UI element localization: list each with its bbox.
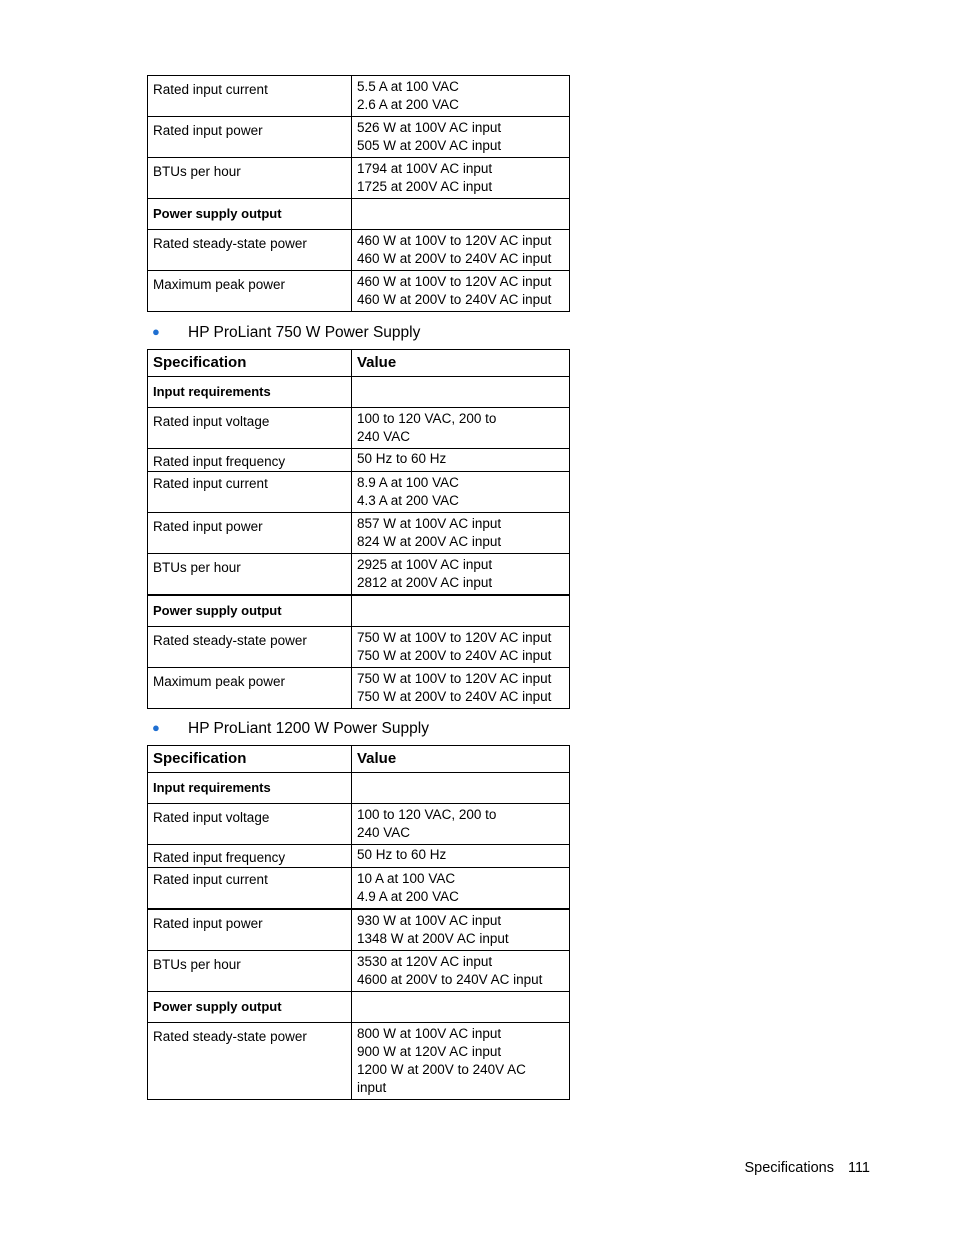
bullet-text: HP ProLiant 1200 W Power Supply (188, 720, 429, 737)
row-value: 50 Hz to 60 Hz (352, 845, 570, 868)
table-row (148, 909, 570, 951)
section-label: Input requirements (148, 377, 352, 408)
page-number: 111 (847, 1160, 870, 1176)
table-header-row (148, 746, 570, 773)
section-row (148, 595, 570, 627)
section-label: Power supply output (148, 992, 352, 1023)
row-label: Rated input frequency (148, 845, 352, 868)
table-row (148, 951, 570, 992)
spec-table-continued (147, 75, 570, 312)
header-specification: Specification (148, 746, 352, 773)
bullet-750w (152, 322, 420, 343)
row-label: BTUs per hour (148, 951, 352, 992)
row-value: 460 W at 100V to 120V AC input 460 W at 200V to 240V AC input (352, 271, 570, 312)
table-row (148, 76, 570, 117)
section-row (148, 992, 570, 1023)
row-value: 2925 at 100V AC input 2812 at 200V AC input (352, 554, 570, 596)
row-value: 750 W at 100V to 120V AC input 750 W at 200V to 240V AC input (352, 627, 570, 668)
footer-section-name: Specifications (744, 1160, 834, 1176)
row-value: 460 W at 100V to 120V AC input 460 W at 200V to 240V AC input (352, 230, 570, 271)
table-row (148, 627, 570, 668)
table-row (148, 230, 570, 271)
row-value: 100 to 120 VAC, 200 to 240 VAC (352, 408, 570, 449)
table-row (148, 408, 570, 449)
row-value: 8.9 A at 100 VAC 4.3 A at 200 VAC (352, 472, 570, 513)
bullet-text: HP ProLiant 750 W Power Supply (188, 324, 421, 341)
row-label: Rated input current (148, 868, 352, 910)
row-value: 857 W at 100V AC input 824 W at 200V AC input (352, 513, 570, 554)
spec-table-1200w (147, 745, 570, 1100)
section-label: Power supply output (148, 595, 352, 627)
header-value: Value (352, 746, 570, 773)
row-label: Rated input voltage (148, 408, 352, 449)
row-label: Rated input power (148, 117, 352, 158)
table-row (148, 158, 570, 199)
section-row (148, 377, 570, 408)
row-value: 100 to 120 VAC, 200 to 240 VAC (352, 804, 570, 845)
row-value: 5.5 A at 100 VAC 2.6 A at 200 VAC (352, 76, 570, 117)
bullet-1200w (152, 718, 429, 739)
spec-table-750w (147, 349, 570, 709)
row-label: Rated input power (148, 909, 352, 951)
row-value: 1794 at 100V AC input 1725 at 200V AC input (352, 158, 570, 199)
table-row (148, 271, 570, 312)
section-label: Power supply output (148, 199, 352, 230)
bullet-dot-icon: ● (152, 720, 160, 735)
row-value: 930 W at 100V AC input 1348 W at 200V AC input (352, 909, 570, 951)
row-label: Rated steady-state power (148, 230, 352, 271)
table-row (148, 117, 570, 158)
table-row (148, 449, 570, 472)
row-value: 750 W at 100V to 120V AC input 750 W at 200V to 240V AC input (352, 668, 570, 709)
section-row (148, 199, 570, 230)
table-row (148, 845, 570, 868)
header-specification: Specification (148, 350, 352, 377)
section-label: Input requirements (148, 773, 352, 804)
row-value: 800 W at 100V AC input 900 W at 120V AC input 1200 W at 200V to 240V AC input (352, 1023, 570, 1100)
table-row (148, 804, 570, 845)
row-label: Rated input current (148, 472, 352, 513)
row-label: Rated input power (148, 513, 352, 554)
row-label: Maximum peak power (148, 271, 352, 312)
section-row (148, 773, 570, 804)
row-value: 50 Hz to 60 Hz (352, 449, 570, 472)
row-label: Rated input voltage (148, 804, 352, 845)
row-label: Maximum peak power (148, 668, 352, 709)
bullet-dot-icon: ● (152, 324, 160, 339)
row-label: BTUs per hour (148, 554, 352, 596)
table-row (148, 1023, 570, 1100)
header-value: Value (352, 350, 570, 377)
row-label: Rated input current (148, 76, 352, 117)
table-row (148, 868, 570, 910)
row-value: 10 A at 100 VAC 4.9 A at 200 VAC (352, 868, 570, 910)
row-label: BTUs per hour (148, 158, 352, 199)
row-label: Rated input frequency (148, 449, 352, 472)
row-label: Rated steady-state power (148, 627, 352, 668)
page-footer (700, 1158, 870, 1178)
row-value: 526 W at 100V AC input 505 W at 200V AC input (352, 117, 570, 158)
row-label: Rated steady-state power (148, 1023, 352, 1100)
row-value: 3530 at 120V AC input 4600 at 200V to 240V AC input (352, 951, 570, 992)
table-row (148, 513, 570, 554)
table-row (148, 472, 570, 513)
table-row (148, 554, 570, 596)
table-row (148, 668, 570, 709)
table-header-row (148, 350, 570, 377)
